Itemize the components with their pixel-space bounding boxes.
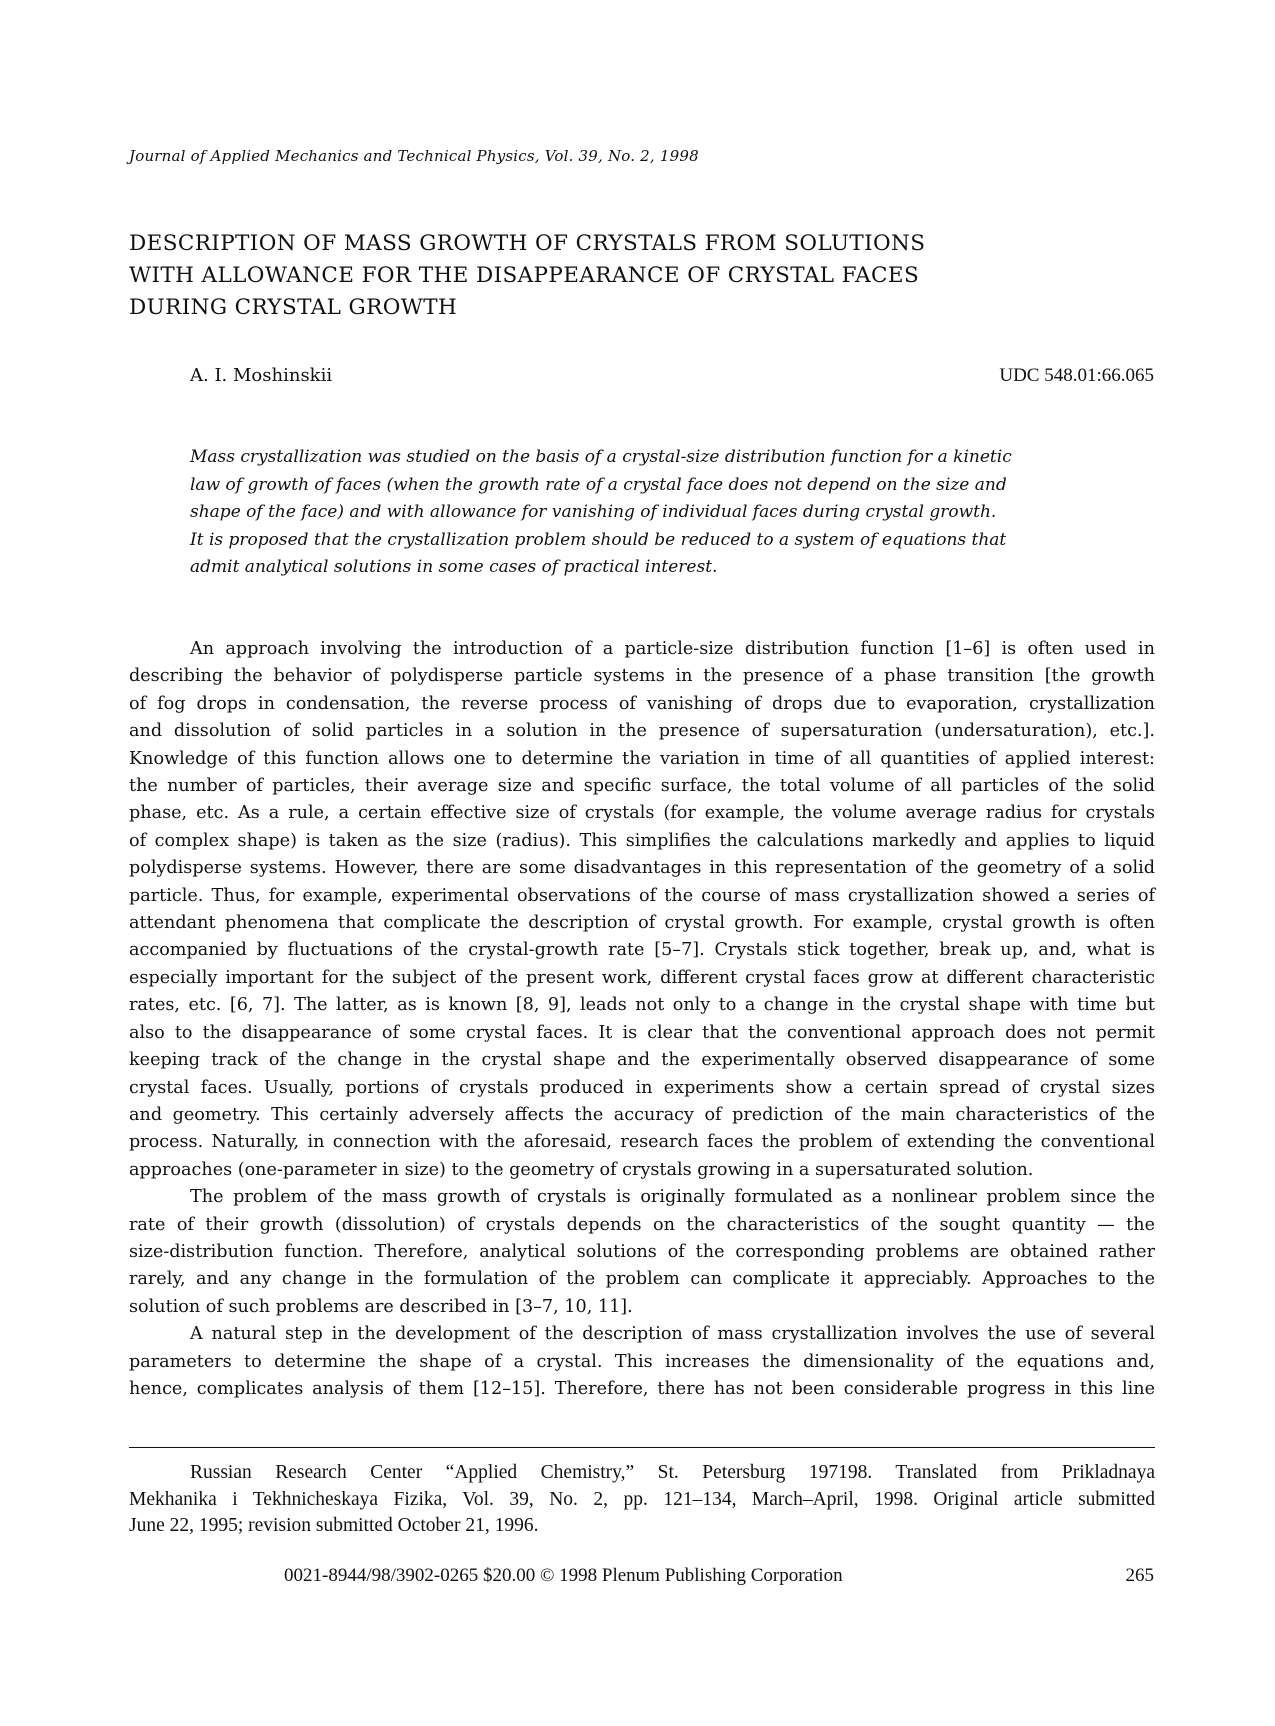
body-line: A natural step in the development of the description of mass crystallization involves the use of several — [190, 1324, 1155, 1345]
body-line: especially important for the subject of the present work, different crystal faces grow at different characteristic — [129, 967, 1155, 988]
body-line: of fog drops in condensation, the reverse process of vanishing of drops due to evaporation, crystallization — [129, 693, 1155, 714]
footnote-line: Russian Research Center “Applied Chemistry,” St. Petersburg 197198. Translated from Prikladnaya — [190, 1462, 1155, 1483]
body-line: approaches (one-parameter in size) to the geometry of crystals growing in a supersaturated solution. — [129, 1159, 1034, 1180]
body-line: rates, etc. [6, 7]. The latter, as is known [8, 9], leads not only to a change in the crystal shape with time but — [129, 995, 1155, 1016]
page-number: 265 — [1125, 1565, 1154, 1586]
body-line: The problem of the mass growth of crystals is originally formulated as a nonlinear problem since the — [190, 1187, 1155, 1208]
abstract-line: Mass crystallization was studied on the basis of a crystal-size distribution function for a kinetic — [190, 447, 1012, 467]
body-text — [129, 636, 1155, 1403]
body-line: Knowledge of this function allows one to determine the variation in time of all quantities of applied interest: — [129, 748, 1155, 769]
abstract-line: admit analytical solutions in some cases of practical interest. — [190, 557, 718, 577]
body-line: of complex shape) is taken as the size (radius). This simplifies the calculations markedly and applies to liquid — [129, 830, 1155, 851]
body-line: phase, etc. As a rule, a certain effective size of crystals (for example, the volume average radius for crystals — [129, 803, 1155, 824]
body-line: and geometry. This certainly adversely affects the accuracy of prediction of the main characteristics of the — [129, 1104, 1155, 1125]
title-line: WITH ALLOWANCE FOR THE DISAPPEARANCE OF CRYSTAL FACES — [129, 263, 920, 288]
abstract-line: shape of the face) and with allowance for vanishing of individual faces during crystal growth. — [190, 502, 997, 522]
body-line: size-distribution function. Therefore, analytical solutions of the corresponding problems are obtained rather — [129, 1241, 1155, 1262]
body-line: An approach involving the introduction of a particle-size distribution function [1–6] is often used in — [190, 639, 1155, 659]
footnote-line: June 22, 1995; revision submitted October 21, 1996. — [129, 1515, 539, 1536]
body-line: the number of particles, their average size and specific surface, the total volume of all particles of the solid — [129, 776, 1155, 797]
body-line: parameters to determine the shape of a crystal. This increases the dimensionality of the equations and, — [129, 1351, 1155, 1372]
body-line: rate of their growth (dissolution) of crystals depends on the characteristics of the sought quantity — the — [129, 1214, 1155, 1235]
body-line: crystal faces. Usually, portions of crystals produced in experiments show a certain spread of crystal sizes — [129, 1077, 1155, 1098]
body-line: attendant phenomena that complicate the description of crystal growth. For example, crystal growth is often — [129, 913, 1155, 934]
body-line: describing the behavior of polydisperse particle systems in the presence of a phase transition [the growth — [129, 666, 1155, 687]
title-line: DESCRIPTION OF MASS GROWTH OF CRYSTALS FROM SOLUTIONS — [129, 231, 926, 256]
body-line: and dissolution of solid particles in a solution in the presence of supersaturation (undersaturation), etc.]. — [129, 721, 1155, 742]
copyright-line: 0021-8944/98/3902-0265 $20.00 © 1998 Plenum Publishing Corporation — [284, 1565, 843, 1586]
abstract-line: It is proposed that the crystallization problem should be reduced to a system of equations that — [190, 529, 1007, 550]
udc-code: UDC 548.01:66.065 — [999, 365, 1154, 386]
body-line: rarely, and any change in the formulation of the problem can complicate it appreciably. Approaches to the — [129, 1269, 1155, 1290]
footnote-divider — [129, 1447, 1155, 1448]
footnote — [129, 1460, 1155, 1540]
abstract-line: law of growth of faces (when the growth rate of a crystal face does not depend on the size and — [190, 474, 1007, 495]
body-line: accompanied by fluctuations of the crystal-growth rate [5–7]. Crystals stick together, break up, and, what is — [129, 940, 1155, 961]
running-head: Journal of Applied Mechanics and Technical Physics, Vol. 39, No. 2, 1998 — [129, 147, 699, 165]
body-line: solution of such problems are described in [3–7, 10, 11]. — [129, 1296, 633, 1317]
author: A. I. Moshinskii — [190, 365, 333, 386]
abstract — [190, 444, 1100, 582]
body-line: keeping track of the change in the crystal shape and the experimentally observed disappearance of some — [129, 1050, 1155, 1071]
body-line: process. Naturally, in connection with the aforesaid, research faces the problem of extending the conventional — [129, 1132, 1155, 1153]
body-line: particle. Thus, for example, experimental observations of the course of mass crystallization showed a series of — [129, 885, 1155, 906]
body-line: hence, complicates analysis of them [12–15]. Therefore, there has not been considerable progress in this line — [129, 1378, 1155, 1399]
footnote-line: Mekhanika i Tekhnicheskaya Fizika, Vol. 39, No. 2, pp. 121–134, March–April, 1998. Original article submitted — [129, 1488, 1155, 1510]
body-line: also to the disappearance of some crystal faces. It is clear that the conventional approach does not permit — [129, 1022, 1155, 1043]
article-title — [129, 228, 1129, 324]
body-line: polydisperse systems. However, there are some disadvantages in this representation of the geometry of a solid — [129, 858, 1155, 879]
title-line: DURING CRYSTAL GROWTH — [129, 295, 458, 320]
